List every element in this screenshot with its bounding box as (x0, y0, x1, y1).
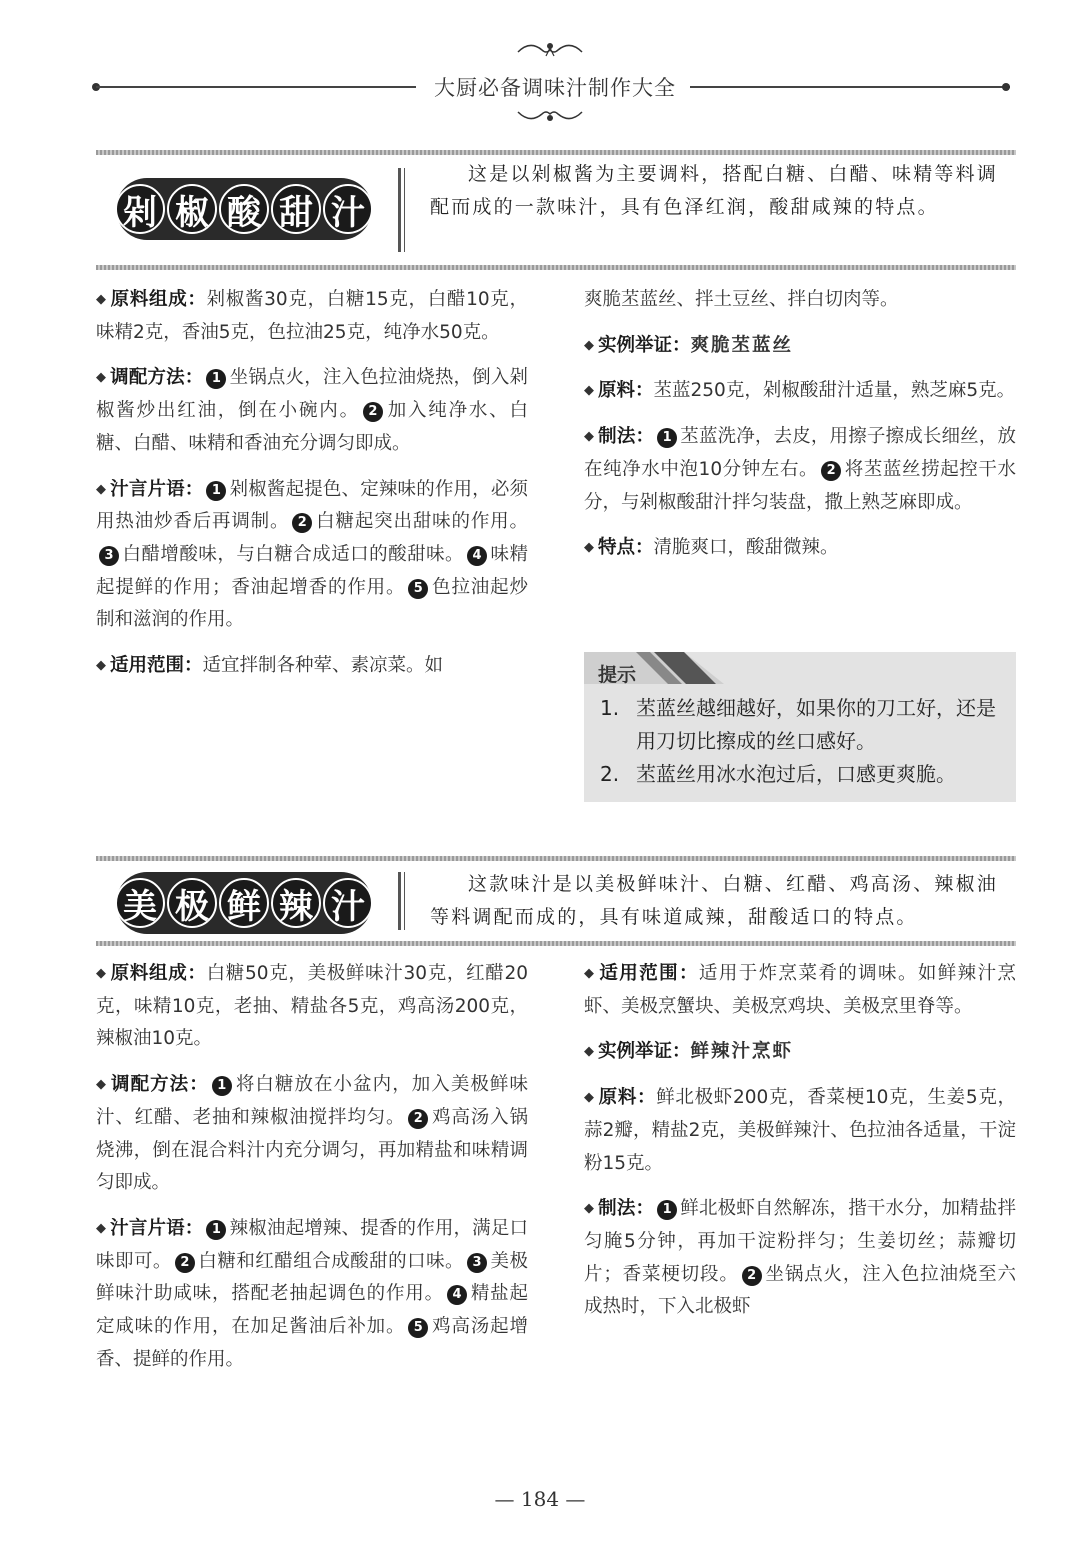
title-char: 鲜 (219, 878, 269, 928)
section-label: 适用范围： (598, 963, 699, 984)
tip-text: 白糖起突出甜味的作用。 (315, 511, 528, 533)
diamond-bullet-icon: ◆ (96, 1077, 106, 1093)
book-title: 大厨必备调味汁制作大全 (434, 76, 676, 100)
tip-text: 辣椒油起增辣、提香的作用，满足口味即可。 (96, 1217, 528, 1272)
title-char: 酸 (219, 184, 269, 234)
left-column (96, 284, 528, 696)
example-paragraph (584, 1036, 1016, 1069)
scope-text: 适用于炸烹菜肴的调味。如鲜辣汁烹虾、美极烹蟹块、美极烹鸡块、美极烹里脊等。 (584, 963, 1016, 1017)
title-char: 美 (115, 878, 165, 928)
circled-number-icon: 4 (447, 1285, 467, 1305)
feature-paragraph (584, 532, 1016, 565)
diamond-bullet-icon: ◆ (584, 383, 594, 399)
divider-bar (398, 872, 401, 930)
diamond-bullet-icon: ◆ (96, 481, 106, 497)
tip-box (584, 652, 1016, 802)
example-dish-name: 鲜辣汁烹虾 (690, 1041, 794, 1063)
circled-number-icon: 2 (292, 513, 312, 533)
method-step: 加入纯净水、白糖、白醋、味精和香油充分调匀即成。 (96, 400, 528, 454)
circled-number-icon: 1 (206, 369, 226, 389)
circled-number-icon: 2 (821, 461, 841, 481)
recipe-title-band (96, 856, 1016, 948)
title-char: 极 (167, 878, 217, 928)
title-char: 汁 (323, 878, 373, 928)
section-label: 汁言片语： (110, 478, 204, 500)
band-top-rule (96, 856, 1016, 861)
circled-number-icon: 1 (212, 1076, 232, 1096)
section-label: 制法： (598, 426, 655, 448)
title-char: 剁 (115, 184, 165, 234)
section-label: 特点： (598, 537, 654, 559)
section-label: 原料组成： (110, 289, 207, 310)
make-paragraph (584, 1193, 1016, 1324)
band-top-rule (96, 150, 1016, 155)
tip-text: 鸡高汤起增香、提鲜的作用。 (96, 1316, 528, 1370)
diamond-bullet-icon: ◆ (96, 966, 106, 981)
right-column (584, 284, 1016, 578)
scope-continued: 爽脆苤蓝丝、拌土豆丝、拌白切肉等。 (584, 289, 899, 310)
section-label: 原料： (598, 380, 654, 402)
circled-number-icon: 1 (206, 481, 226, 501)
raw-text: 苤蓝250克，剁椒酸甜汁适量，熟芝麻5克。 (653, 380, 1016, 402)
page-number: — 184 — (494, 1487, 586, 1511)
header-rule-left (96, 86, 416, 88)
circled-number-icon: 5 (408, 579, 428, 599)
diamond-bullet-icon: ◆ (584, 337, 594, 353)
tip-text: 美极鲜味汁助咸味，搭配老抽起调色的作用。 (96, 1250, 528, 1305)
example-dish-name: 爽脆苤蓝丝 (690, 334, 794, 356)
make-step: 鲜北极虾自然解冻，揩干水分，加精盐拌匀腌5分钟，再加干淀粉拌匀；生姜切丝；蒜瓣切片；香菜梗切段。 (584, 1198, 1016, 1285)
title-char: 椒 (167, 184, 217, 234)
tip-text: 色拉油起炒制和滋润的作用。 (96, 576, 528, 631)
scope-text: 适宜拌制各种荤、素凉菜。如 (202, 655, 444, 677)
section-label: 汁言片语： (110, 1217, 204, 1239)
circled-number-icon: 2 (742, 1266, 762, 1286)
recipe-intro: 这款味汁是以美极鲜味汁、白糖、红醋、鸡高汤、辣椒油等料调配而成的，具有味道咸辣，甜酸适口的特点。 (430, 873, 999, 928)
recipe-title-badge (116, 178, 372, 240)
tip-item: 1. 苤蓝丝越细越好，如果你的刀工好，还是用刀切比擦成的丝口感好。 (600, 696, 996, 753)
title-char: 汁 (323, 184, 373, 234)
band-bottom-rule (96, 265, 1016, 270)
tip-text: 精盐起定咸味的作用，在加足酱油后补加。 (96, 1283, 528, 1338)
ingredients-text: 白糖50克，美极鲜味汁30克，红醋20克，味精10克，老抽、精盐各5克，鸡高汤200克，辣椒油10克。 (96, 963, 528, 1050)
diamond-bullet-icon: ◆ (96, 658, 106, 674)
section-label: 制法： (598, 1198, 655, 1220)
section-label: 实例举证： (598, 1041, 691, 1063)
circled-number-icon: 3 (99, 546, 119, 566)
recipe-title-band (96, 150, 1016, 272)
method-step: 将白糖放在小盆内，加入美极鲜味汁、红醋、老抽和辣椒油搅拌均匀。 (96, 1074, 528, 1128)
header-rule-right (690, 86, 1010, 88)
make-step: 将苤蓝丝捞起控干水分，与剁椒酸甜汁拌匀装盘，撒上熟芝麻即成。 (584, 458, 1016, 513)
make-step: 坐锅点火，注入色拉油烧至六成热时，下入北极虾 (584, 1263, 1016, 1318)
method-step: 坐锅点火，注入色拉油烧热，倒入剁椒酱炒出红油，倒在小碗内。 (96, 367, 528, 422)
circled-number-icon: 5 (408, 1318, 428, 1338)
ingredients-paragraph (96, 284, 528, 349)
circled-number-icon: 2 (363, 402, 383, 422)
method-paragraph (96, 1069, 528, 1200)
divider-bar-thin (404, 872, 405, 930)
circled-number-icon: 2 (408, 1109, 428, 1129)
circled-number-icon: 1 (657, 1200, 677, 1220)
section-label: 实例举证： (598, 334, 691, 356)
flourish-ornament-icon (510, 104, 590, 126)
recipe-title-badge (116, 872, 372, 934)
scope-paragraph (96, 650, 528, 683)
circled-number-icon: 3 (467, 1253, 487, 1273)
left-column (96, 958, 528, 1389)
feature-text: 清脆爽口，酸甜微辣。 (653, 537, 839, 559)
title-char: 辣 (271, 878, 321, 928)
section-label: 调配方法： (110, 367, 204, 389)
flourish-ornament-icon (510, 38, 590, 60)
tip-item: 2. 苤蓝丝用冰水泡过后，口感更爽脆。 (600, 762, 956, 786)
tips-paragraph (96, 1213, 528, 1377)
recipe-intro: 这是以剁椒酱为主要调料，搭配白糖、白醋、味精等料调配而成的一款味汁，具有色泽红润，酸甜咸辣的特点。 (430, 163, 999, 218)
make-paragraph (584, 421, 1016, 519)
scope-paragraph (584, 958, 1016, 1023)
ingredients-text: 剁椒酱30克，白糖15克，白醋10克，味精2克，香油5克，色拉油25克，纯净水50克。 (96, 289, 528, 343)
diamond-bullet-icon: ◆ (96, 1220, 106, 1236)
diamond-bullet-icon: ◆ (584, 966, 594, 981)
section-label: 适用范围： (110, 655, 203, 677)
band-bottom-rule (96, 941, 1016, 946)
divider-bar-thin (404, 168, 405, 252)
tips-paragraph (96, 474, 528, 638)
section-label: 原料： (598, 1087, 657, 1109)
method-step: 鸡高汤入锅烧沸，倒在混合料汁内充分调匀，再加精盐和味精调匀即成。 (96, 1106, 528, 1194)
tip-title: 提示 (598, 664, 637, 686)
section-label: 原料组成： (110, 963, 207, 984)
right-column (584, 958, 1016, 1337)
diamond-bullet-icon: ◆ (584, 1201, 594, 1217)
circled-number-icon: 4 (467, 546, 487, 566)
tip-text: 味精起提鲜的作用；香油起增香的作用。 (96, 543, 528, 598)
method-paragraph (96, 362, 528, 460)
tip-list (600, 692, 1010, 791)
tip-text: 剁椒酱起提色、定辣味的作用，必须用热油炒香后再调制。 (96, 478, 528, 533)
ingredients-paragraph (96, 958, 528, 1056)
raw-paragraph (584, 1082, 1016, 1180)
divider-bar (398, 168, 401, 252)
make-step: 苤蓝洗净，去皮，用擦子擦成长细丝，放在纯净水中泡10分钟左右。 (584, 426, 1016, 480)
circled-number-icon: 1 (206, 1220, 226, 1240)
example-paragraph (584, 330, 1016, 363)
diamond-bullet-icon: ◆ (584, 429, 594, 445)
diamond-bullet-icon: ◆ (96, 370, 106, 386)
page-header (0, 30, 1080, 140)
diamond-bullet-icon: ◆ (584, 1090, 594, 1106)
diamond-bullet-icon: ◆ (96, 292, 106, 307)
circled-number-icon: 2 (175, 1253, 195, 1273)
tip-text: 白糖和红醋组合成酸甜的口味。 (197, 1250, 465, 1272)
title-char: 甜 (271, 184, 321, 234)
header-dot-right (1002, 83, 1010, 91)
diamond-bullet-icon: ◆ (584, 1044, 594, 1060)
circled-number-icon: 1 (657, 428, 677, 448)
tip-text: 白醋增酸味，与白糖合成适口的酸甜味。 (122, 543, 465, 565)
diamond-bullet-icon: ◆ (584, 540, 594, 556)
raw-text: 鲜北极虾200克，香菜梗10克，生姜5克，蒜2瓣，精盐2克，美极鲜辣汁、色拉油各适量，干淀粉15克。 (584, 1087, 1016, 1174)
raw-paragraph (584, 375, 1016, 408)
section-label: 调配方法： (110, 1074, 209, 1096)
